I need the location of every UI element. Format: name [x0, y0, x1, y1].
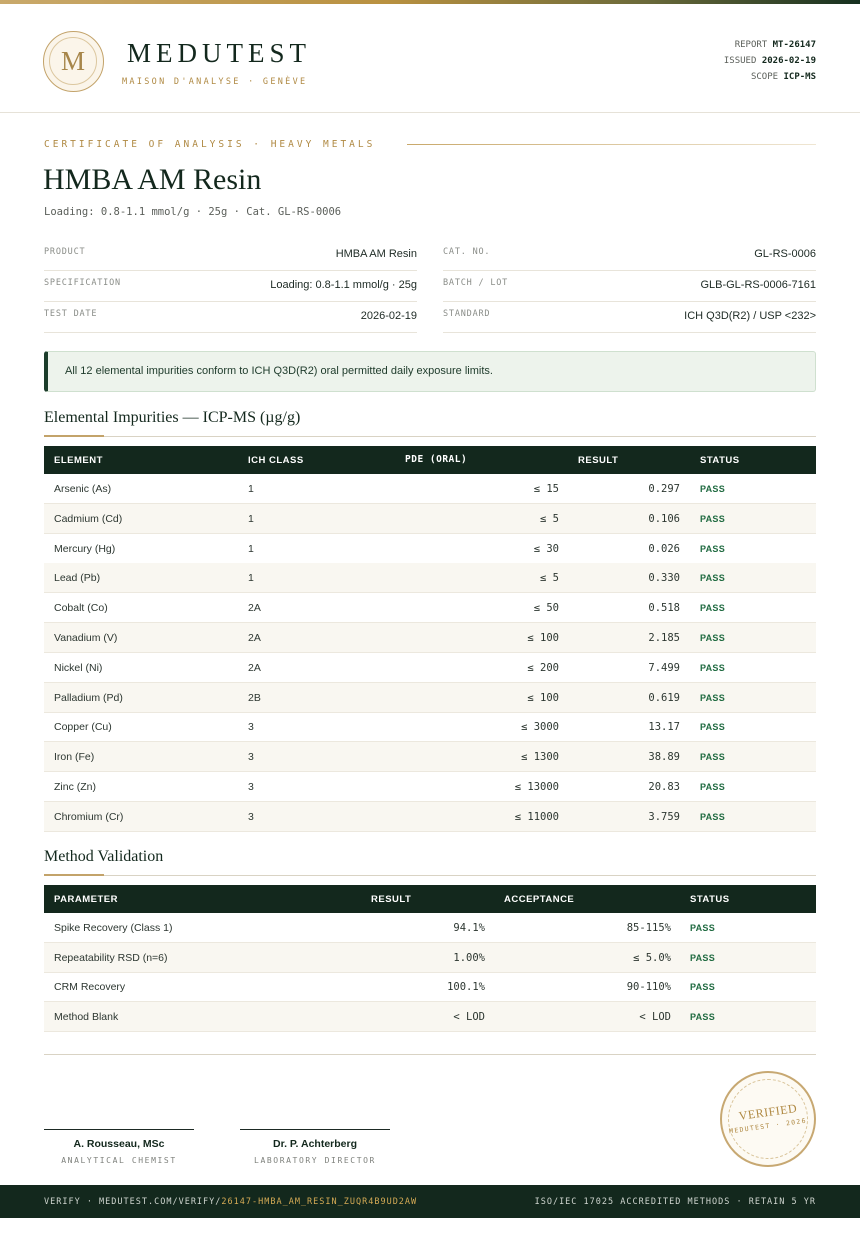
column-header-element: ELEMENT: [54, 455, 103, 466]
info-label: TEST DATE: [44, 309, 98, 319]
cell-result: 100.1%: [447, 981, 485, 994]
cell-ich-class: 1: [248, 512, 254, 525]
cell-parameter: Method Blank: [54, 1011, 119, 1024]
info-value: GLB-GL-RS-0006-7161: [700, 279, 816, 291]
signatory-role: LABORATORY DIRECTOR: [254, 1156, 376, 1165]
cell-parameter: Spike Recovery (Class 1): [54, 922, 173, 934]
cell-pde: ≤ 50: [533, 602, 559, 615]
cell-result: 7.499: [648, 661, 680, 674]
info-row-standard: [443, 302, 816, 333]
footer-bar: [0, 1185, 860, 1218]
cell-result: 0.026: [648, 542, 680, 555]
table-row: [44, 742, 816, 772]
cell-pde: ≤ 15: [533, 483, 559, 495]
status-badge: PASS: [700, 752, 726, 763]
page-subtitle: Loading: 0.8-1.1 mmol/g · 25g · Cat. GL-RS-0006: [44, 206, 342, 218]
status-badge: PASS: [700, 633, 726, 643]
cell-pde: ≤ 100: [527, 632, 559, 644]
cell-element: Chromium (Cr): [54, 810, 124, 823]
cell-element: Cadmium (Cd): [54, 512, 123, 525]
info-value: ICH Q3D(R2) / USP <232>: [684, 310, 816, 322]
cell-result: < LOD: [453, 1011, 485, 1024]
info-row-batch: [443, 271, 816, 302]
report-label: REPORT: [734, 40, 768, 50]
cell-element: Lead (Pb): [54, 572, 101, 585]
table-row: [44, 653, 816, 683]
info-value: 2026-02-19: [360, 310, 417, 322]
cell-element: Mercury (Hg): [54, 542, 116, 555]
signatory-role: ANALYTICAL CHEMIST: [61, 1156, 177, 1165]
cell-result: 0.518: [648, 602, 680, 615]
cell-pde: ≤ 5: [540, 512, 559, 525]
impurities-section-title: Elemental Impurities — ICP-MS (µg/g): [44, 409, 301, 426]
cell-pde: ≤ 11000: [514, 810, 559, 823]
info-value: GL-RS-0006: [754, 248, 816, 260]
table-row: [44, 593, 816, 623]
status-badge: PASS: [700, 513, 726, 524]
document-eyebrow: CERTIFICATE OF ANALYSIS · HEAVY METALS: [44, 139, 376, 150]
seal-subtext: MEDUTEST · 2026: [728, 1116, 808, 1136]
cell-ich-class: 1: [248, 572, 254, 585]
info-row-catalog: [443, 240, 816, 271]
status-badge: PASS: [690, 952, 716, 963]
page-title: HMBA AM Resin: [43, 163, 262, 196]
signatory-name: Dr. P. Achterberg: [272, 1138, 358, 1150]
verify-code: 26147-HMBA_AM_RESIN_ZUQR4B9UD2AW: [221, 1197, 418, 1207]
cell-acceptance: 90-110%: [626, 981, 671, 994]
column-header-pde: PDE (ORAL): [405, 454, 468, 465]
table-row: [44, 683, 816, 713]
cell-parameter: Repeatability RSD (n=6): [54, 951, 168, 964]
section-accent: [44, 874, 104, 876]
verify-prefix: VERIFY · MEDUTEST.COM/VERIFY/: [44, 1197, 222, 1207]
report-id-line: [724, 37, 816, 53]
issued-line: [724, 53, 816, 69]
notice-text: All 12 elemental impurities conform to ICH Q3D(R2) oral permitted daily exposure limits.: [65, 365, 493, 377]
brand-name: MEDUTEST: [127, 38, 311, 68]
cell-result: 13.17: [648, 721, 680, 734]
logo-letter: M: [49, 37, 97, 85]
cell-ich-class: 1: [248, 542, 254, 555]
scope-value: ICP-MS: [783, 72, 816, 82]
table-row: [44, 913, 816, 943]
logo: [43, 31, 104, 92]
status-badge: PASS: [700, 484, 726, 494]
table-row: [44, 474, 816, 504]
status-badge: PASS: [690, 982, 716, 993]
column-header-result: RESULT: [578, 455, 619, 466]
cell-ich-class: 2B: [248, 691, 261, 704]
info-row-specification: [44, 271, 417, 302]
scope-line: [724, 69, 816, 85]
cell-ich-class: 3: [248, 781, 254, 793]
table-row: [44, 563, 816, 593]
cell-element: Vanadium (V): [54, 632, 118, 644]
info-row-product: [44, 240, 417, 271]
column-header-result: RESULT: [371, 894, 412, 905]
section-accent: [44, 435, 104, 437]
status-badge: PASS: [690, 1012, 716, 1023]
cell-result: 3.759: [648, 810, 680, 823]
impurities-table-header: [44, 446, 816, 474]
cell-pde: ≤ 13000: [514, 781, 559, 793]
cell-result: 2.185: [648, 632, 680, 644]
section-divider: [44, 875, 816, 876]
cell-element: Cobalt (Co): [54, 602, 108, 615]
column-header-status: STATUS: [700, 455, 740, 466]
validation-section-title: Method Validation: [44, 848, 164, 865]
info-label: STANDARD: [443, 309, 491, 319]
cell-result: 20.83: [648, 781, 680, 793]
info-row-test-date: [44, 302, 417, 333]
cell-acceptance: ≤ 5.0%: [633, 951, 671, 964]
issued-label: ISSUED: [723, 56, 757, 66]
info-label: CAT. NO.: [443, 247, 491, 257]
issued-value: 2026-02-19: [761, 56, 816, 66]
table-row: [44, 623, 816, 653]
status-badge: PASS: [700, 573, 726, 584]
cell-result: 0.297: [648, 483, 680, 495]
table-row: [44, 504, 816, 534]
status-badge: PASS: [700, 782, 726, 792]
cell-ich-class: 2A: [248, 602, 261, 615]
cell-element: Palladium (Pd): [54, 691, 123, 704]
validation-table-header: [44, 885, 816, 913]
cell-ich-class: 3: [248, 810, 254, 823]
table-row: [44, 802, 816, 832]
cell-result: 0.330: [648, 572, 680, 585]
header: [0, 4, 860, 113]
section-divider: [44, 436, 816, 437]
info-value: HMBA AM Resin: [335, 248, 417, 260]
accreditation-note: ISO/IEC 17025 ACCREDITED METHODS · RETAIN 5 YR: [534, 1197, 816, 1207]
column-header-parameter: PARAMETER: [54, 894, 118, 905]
info-value: Loading: 0.8-1.1 mmol/g · 25g: [270, 279, 417, 291]
cell-acceptance: < LOD: [639, 1011, 671, 1024]
cell-ich-class: 3: [248, 721, 254, 734]
status-badge: PASS: [700, 811, 726, 822]
cell-result: 1.00%: [453, 951, 485, 964]
cell-result: 38.89: [648, 751, 680, 764]
cell-result: 94.1%: [453, 922, 485, 934]
table-row: [44, 1002, 816, 1032]
cell-parameter: CRM Recovery: [54, 981, 126, 994]
status-badge: PASS: [700, 662, 726, 673]
cell-pde: ≤ 30: [533, 542, 559, 555]
cell-pde: ≤ 200: [527, 661, 559, 674]
table-row: [44, 712, 816, 742]
column-header-acceptance: ACCEPTANCE: [504, 894, 575, 905]
status-badge: PASS: [690, 923, 716, 933]
status-badge: PASS: [700, 692, 726, 703]
table-row: [44, 534, 816, 564]
table-row: [44, 943, 816, 973]
cell-pde: ≤ 1300: [521, 751, 559, 764]
cell-ich-class: 3: [248, 751, 254, 764]
cell-element: Zinc (Zn): [54, 781, 96, 793]
info-label: BATCH / LOT: [443, 278, 509, 288]
conformance-notice: [44, 351, 816, 392]
cell-element: Arsenic (As): [54, 483, 112, 495]
cell-element: Copper (Cu): [54, 721, 112, 734]
verified-seal: [720, 1071, 816, 1167]
info-label: PRODUCT: [44, 247, 86, 257]
status-badge: PASS: [700, 603, 726, 614]
cell-acceptance: 85-115%: [626, 922, 671, 934]
cell-pde: ≤ 5: [540, 572, 559, 585]
report-meta: [724, 37, 816, 85]
eyebrow-divider: [407, 144, 816, 145]
status-badge: PASS: [700, 543, 726, 554]
cell-pde: ≤ 3000: [521, 721, 559, 734]
status-badge: PASS: [700, 722, 726, 733]
verify-link[interactable]: [44, 1197, 417, 1207]
info-label: SPECIFICATION: [44, 278, 121, 288]
column-header-ich-class: ICH CLASS: [248, 455, 304, 466]
cell-element: Nickel (Ni): [54, 661, 103, 674]
cell-result: 0.619: [648, 691, 680, 704]
seal-text: VERIFIED: [737, 1100, 798, 1124]
column-header-status: STATUS: [690, 894, 730, 905]
cell-result: 0.106: [648, 512, 680, 525]
brand-tagline: MAISON D'ANALYSE · GENÈVE: [122, 77, 308, 87]
report-value: MT-26147: [772, 40, 816, 50]
cell-ich-class: 2A: [248, 661, 261, 674]
scope-label: SCOPE: [750, 72, 779, 82]
table-row: [44, 972, 816, 1002]
cell-element: Iron (Fe): [54, 751, 95, 764]
table-row: [44, 772, 816, 802]
cell-pde: ≤ 100: [527, 691, 559, 704]
cell-ich-class: 1: [248, 483, 254, 495]
signature-divider: [44, 1054, 816, 1055]
signature-line: [240, 1129, 390, 1130]
signatory-name: A. Rousseau, MSc: [73, 1138, 165, 1150]
cell-ich-class: 2A: [248, 632, 261, 644]
signature-line: [44, 1129, 194, 1130]
